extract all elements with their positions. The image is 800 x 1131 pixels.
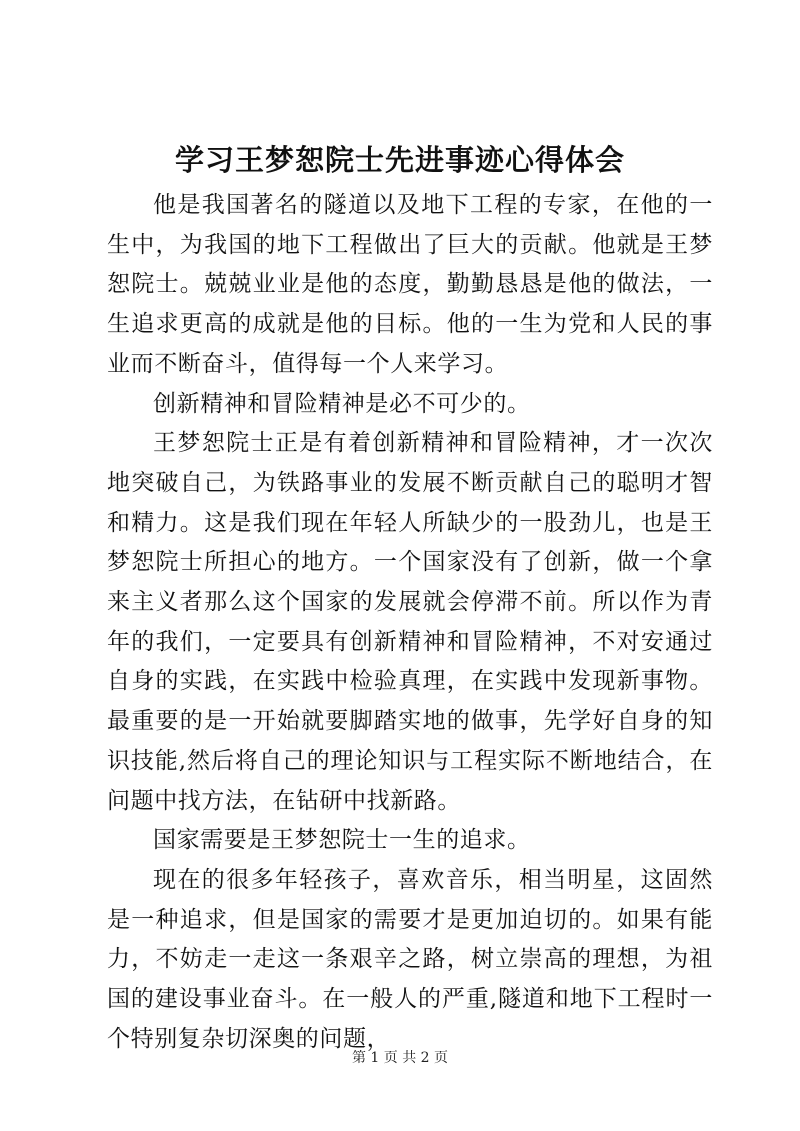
page-number: 第 1 页 共 2 页 (351, 1050, 449, 1066)
document-body (107, 186, 713, 1059)
paragraph: 创新精神和冒险精神是必不可少的。 (153, 390, 531, 417)
paragraph: 现在的很多年轻孩子，喜欢音乐，相当明星，这固然是一种追求，但是国家的需要才是更加迫切的。如果有能力，不妨走一走这一条艰辛之路，树立崇高的理想，为祖国的建设事业奋斗。在一般人的严重,隧道和地下工程时一个特别复杂切深奥的问题， (107, 866, 713, 1052)
document-title: 学习王梦恕院士先进事迹心得体会 (174, 143, 625, 177)
paragraph: 国家需要是王梦恕院士一生的追求。 (153, 827, 531, 854)
paragraph: 他是我国著名的隧道以及地下工程的专家，在他的一生中，为我国的地下工程做出了巨大的贡献。他就是王梦恕院士。兢兢业业是他的态度，勤勤恳恳是他的做法，一生追求更高的成就是他的目标。他的一生为党和人民的事业而不断奋斗，值得每一个人来学习。 (107, 192, 713, 377)
paragraph: 王梦恕院士正是有着创新精神和冒险精神，才一次次地突破自己，为铁路事业的发展不断贡献自己的聪明才智和精力。这是我们现在年轻人所缺少的一股劲儿，也是王梦恕院士所担心的地方。一个国家没有了创新，做一个拿来主义者那么这个国家的发展就会停滞不前。所以作为青年的我们，一定要具有创新精神和冒险精神，不对安通过自身的实践，在实践中检验真理，在实践中发现新事物。最重要的是一开始就要脚踏实地的做事，先学好自身的知识技能,然后将自己的理论知识与工程实际不断地结合，在问题中找方法，在钻研中找新路。 (107, 430, 713, 814)
